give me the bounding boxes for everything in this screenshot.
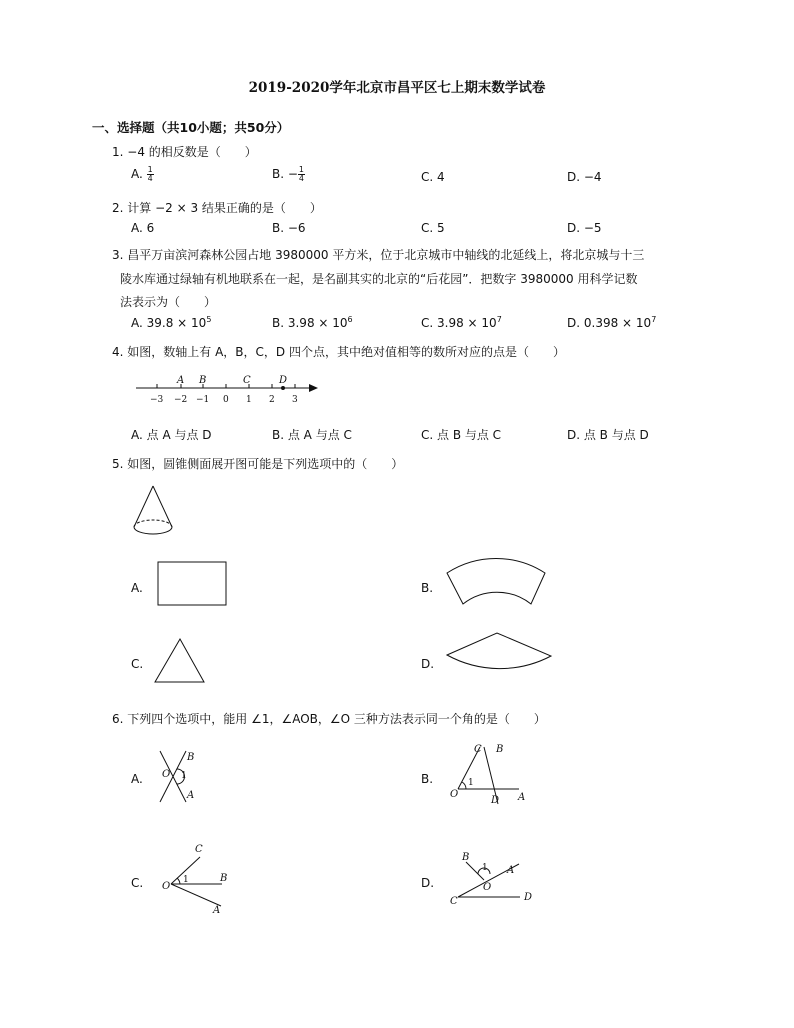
page-title: 2019-2020学年北京市昌平区七上期末数学试卷 [248,80,546,96]
q4-option-b[interactable]: B. 点 A 与点 C [272,428,352,442]
q3-option-b-text: B. 3.98 × 10 [272,316,348,330]
fig-a-label-1: 1 [181,771,187,781]
q1-b-numerator: 1 [298,165,305,174]
q3-option-a-exponent: 5 [206,315,212,324]
q5-option-c[interactable]: C. [131,657,144,671]
q5-option-b[interactable]: B. [421,581,434,595]
point-d-label: D [279,375,288,386]
question-4-stem: 4. 如图，数轴上有 A，B，C，D 四个点，其中绝对值相等的数所对应的点是（ ） [112,345,565,359]
q3-option-b-exponent: 6 [347,315,353,324]
tick-label-1: 1 [246,395,252,405]
point-c-label: C [243,375,251,386]
fig-b-label-c: C [474,744,482,755]
fig-c-label-c: C [195,844,203,855]
q3-option-d-exponent: 7 [651,315,657,324]
question-5-stem: 5. 如图，圆锥侧面展开图可能是下列选项中的（ ） [112,457,404,471]
fig-b-label-d: D [491,795,500,806]
point-b-label: B [199,375,207,386]
tick-label-neg1: −1 [196,395,210,405]
q5-option-a[interactable]: A. [131,581,143,595]
q6-option-c[interactable]: C. [131,876,144,890]
tick-label-2: 2 [269,395,275,405]
fig-d-label-d: D [524,892,533,903]
q3-option-d-text: D. 0.398 × 10 [567,316,652,330]
q2-option-c[interactable]: C. 5 [421,221,445,235]
point-a-label: A [177,375,185,386]
tick-label-0: 0 [223,395,229,405]
q6-option-a[interactable]: A. [131,772,143,786]
fig-b-label-b: B [496,744,504,755]
tick-label-neg2: −2 [174,395,188,405]
section-heading: 一、选择题（共10小题；共50分） [92,120,290,135]
fig-c-label-o: O [162,881,171,892]
fig-d-label-c: C [450,896,458,907]
fig-c-label-1: 1 [183,875,189,885]
q3-option-c-text: C. 3.98 × 10 [421,316,497,330]
fig-d-label-b: B [462,852,470,863]
fig-b-label-o: O [450,789,459,800]
question-3-line-1: 3. 昌平万亩滨河森林公园占地 3980000 平方米，位于北京城市中轴线的北延线上，将北京城与十三 [112,248,645,262]
q1-option-a-prefix: A. [131,167,143,181]
fig-d-label-a: A [507,865,515,876]
question-3-line-3: 法表示为（ ） [120,295,217,309]
fig-b-label-1: 1 [468,778,474,788]
q6-option-b[interactable]: B. [421,772,434,786]
q3-option-c-exponent: 7 [496,315,502,324]
q4-option-d[interactable]: D. 点 B 与点 D [567,428,649,442]
q3-option-a-text: A. 39.8 × 10 [131,316,207,330]
q2-option-a[interactable]: A. 6 [131,221,155,235]
fig-b-label-a: A [518,792,526,803]
fig-a-label-o: O [162,769,171,780]
q1-option-b-prefix: B. − [272,167,298,181]
angle-figure-b [458,747,519,804]
angle-figure-c [171,857,222,906]
question-6-stem: 6. 下列四个选项中，能用 ∠1，∠AOB，∠O 三种方法表示同一个角的是（ ） [112,712,546,726]
fig-a-label-a: A [187,790,195,801]
question-2-stem: 2. 计算 −2 × 3 结果正确的是（ ） [112,201,322,215]
q1-a-numerator: 1 [147,165,153,174]
fig-d-label-o: O [483,882,492,893]
question-1-stem: 1. −4 的相反数是（ ） [112,145,257,159]
q1-a-denominator: 4 [147,174,153,183]
fig-d-label-1: 1 [482,863,488,873]
q5-option-d[interactable]: D. [421,657,435,671]
q4-option-c[interactable]: C. 点 B 与点 C [421,428,502,442]
q1-b-denominator: 4 [298,174,305,183]
q6-option-d[interactable]: D. [421,876,435,890]
fig-c-label-a: A [213,905,221,916]
q1-option-c[interactable]: C. 4 [421,170,445,184]
fig-a-label-b: B [187,752,195,763]
fig-c-label-b: B [220,873,228,884]
tick-label-3: 3 [292,395,298,405]
q1-option-d[interactable]: D. −4 [567,170,602,184]
q2-option-d[interactable]: D. −5 [567,221,602,235]
q2-option-b[interactable]: B. −6 [272,221,306,235]
tick-label-neg3: −3 [150,395,164,405]
q4-option-a[interactable]: A. 点 A 与点 D [131,428,212,442]
question-3-line-2: 陵水库通过绿轴有机地联系在一起，是名副其实的北京的“后花园”．把数字 3980000 用科学记数 [120,272,638,286]
